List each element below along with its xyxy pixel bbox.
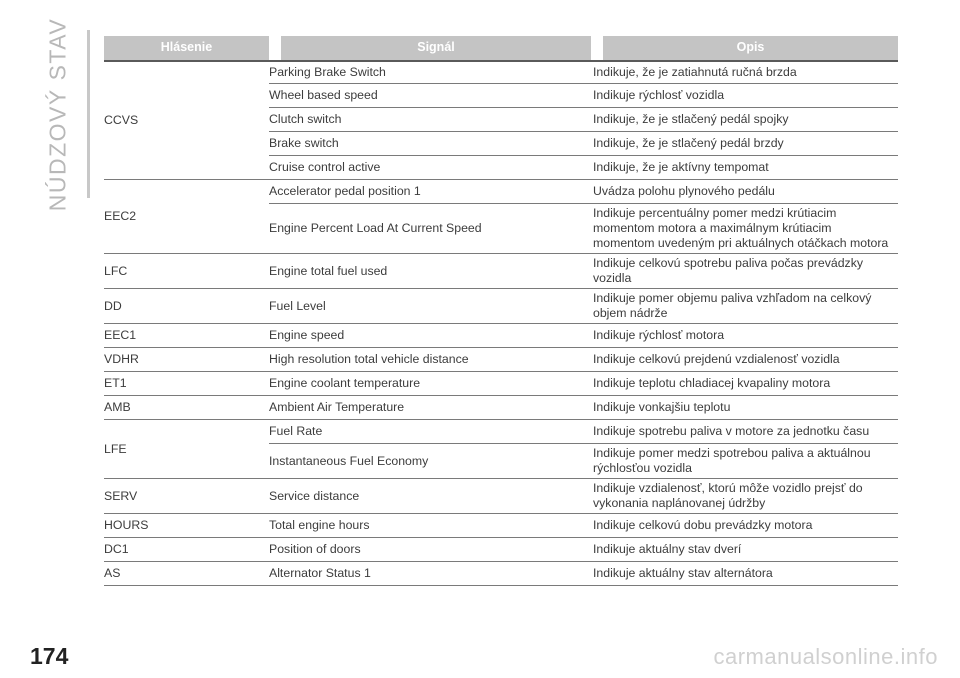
- description-cell: Indikuje, že je zatiahnutá ručná brzda: [591, 60, 898, 84]
- description-cell: Indikuje teplotu chladiacej kvapaliny motora: [591, 372, 898, 396]
- page-number: 174: [30, 643, 69, 669]
- signal-cell: Accelerator pedal position 1: [269, 180, 591, 204]
- description-cell: Indikuje celkovú dobu prevádzky motora: [591, 514, 898, 538]
- signal-cell: Fuel Level: [269, 289, 591, 324]
- signal-cell: Ambient Air Temperature: [269, 396, 591, 420]
- signal-cell: Total engine hours: [269, 514, 591, 538]
- message-cell: LFE: [104, 420, 269, 479]
- table-body: [104, 60, 898, 586]
- description-cell: Indikuje, že je stlačený pedál spojky: [591, 108, 898, 132]
- signal-cell: Engine coolant temperature: [269, 372, 591, 396]
- message-cell: ET1: [104, 372, 269, 396]
- section-divider: [87, 30, 90, 198]
- signal-cell: Clutch switch: [269, 108, 591, 132]
- header-message: Hlásenie: [104, 36, 269, 60]
- description-cell: Indikuje vonkajšiu teplotu: [591, 396, 898, 420]
- table-row: [104, 514, 898, 538]
- message-cell: SERV: [104, 479, 269, 514]
- description-cell: Indikuje rýchlosť vozidla: [591, 84, 898, 108]
- description-cell: Indikuje pomer medzi spotrebou paliva a aktuálnou rýchlosťou vozidla: [591, 444, 898, 479]
- description-cell: Indikuje aktuálny stav alternátora: [591, 562, 898, 586]
- message-cell: EEC2: [104, 180, 269, 254]
- description-cell: Indikuje celkovú prejdenú vzdialenosť vozidla: [591, 348, 898, 372]
- description-cell: Indikuje spotrebu paliva v motore za jednotku času: [591, 420, 898, 444]
- signal-cell: Instantaneous Fuel Economy: [269, 444, 591, 479]
- signal-cell: Parking Brake Switch: [269, 60, 591, 84]
- description-cell: Indikuje, že je stlačený pedál brzdy: [591, 132, 898, 156]
- message-cell: CCVS: [104, 60, 269, 180]
- table-row: [104, 420, 898, 444]
- description-cell: Uvádza polohu plynového pedálu: [591, 180, 898, 204]
- table-row: [104, 479, 898, 514]
- message-cell: DC1: [104, 538, 269, 562]
- signal-cell: High resolution total vehicle distance: [269, 348, 591, 372]
- table-header-row: [104, 36, 898, 60]
- message-cell: AMB: [104, 396, 269, 420]
- message-cell: EEC1: [104, 324, 269, 348]
- message-cell: VDHR: [104, 348, 269, 372]
- section-title: [36, 17, 80, 211]
- message-cell: AS: [104, 562, 269, 586]
- table-row: [104, 180, 898, 204]
- description-cell: Indikuje rýchlosť motora: [591, 324, 898, 348]
- message-cell: HOURS: [104, 514, 269, 538]
- signals-table: [104, 36, 898, 586]
- signal-cell: Engine total fuel used: [269, 254, 591, 289]
- signal-cell: Position of doors: [269, 538, 591, 562]
- table-row: [104, 372, 898, 396]
- message-cell: LFC: [104, 254, 269, 289]
- table-row: [104, 538, 898, 562]
- description-cell: Indikuje aktuálny stav dverí: [591, 538, 898, 562]
- description-cell: Indikuje, že je aktívny tempomat: [591, 156, 898, 180]
- watermark: carmanualsonline.info: [713, 644, 938, 669]
- signal-cell: Engine speed: [269, 324, 591, 348]
- section-title-text: NÚDZOVÝ STAV: [44, 17, 71, 211]
- description-cell: Indikuje vzdialenosť, ktorú môže vozidlo prejsť do vykonania naplánovanej údržby: [591, 479, 898, 514]
- table-row: [104, 60, 898, 84]
- signal-cell: Engine Percent Load At Current Speed: [269, 204, 591, 254]
- signal-cell: Service distance: [269, 479, 591, 514]
- table-row: [104, 562, 898, 586]
- header-description: Opis: [591, 36, 898, 60]
- description-cell: Indikuje percentuálny pomer medzi krútiacim momentom motora a maximálnym krútiacim momentom uvedeným pri aktuálnych otáčkach motora: [591, 204, 898, 254]
- table-row: [104, 324, 898, 348]
- signal-cell: Wheel based speed: [269, 84, 591, 108]
- message-cell: DD: [104, 289, 269, 324]
- table-row: [104, 396, 898, 420]
- signal-cell: Fuel Rate: [269, 420, 591, 444]
- table-row: [104, 289, 898, 324]
- table-row: [104, 254, 898, 289]
- signal-cell: Cruise control active: [269, 156, 591, 180]
- signal-cell: Brake switch: [269, 132, 591, 156]
- description-cell: Indikuje celkovú spotrebu paliva počas prevádzky vozidla: [591, 254, 898, 289]
- signal-cell: Alternator Status 1: [269, 562, 591, 586]
- description-cell: Indikuje pomer objemu paliva vzhľadom na celkový objem nádrže: [591, 289, 898, 324]
- table-row: [104, 348, 898, 372]
- header-signal: Signál: [269, 36, 591, 60]
